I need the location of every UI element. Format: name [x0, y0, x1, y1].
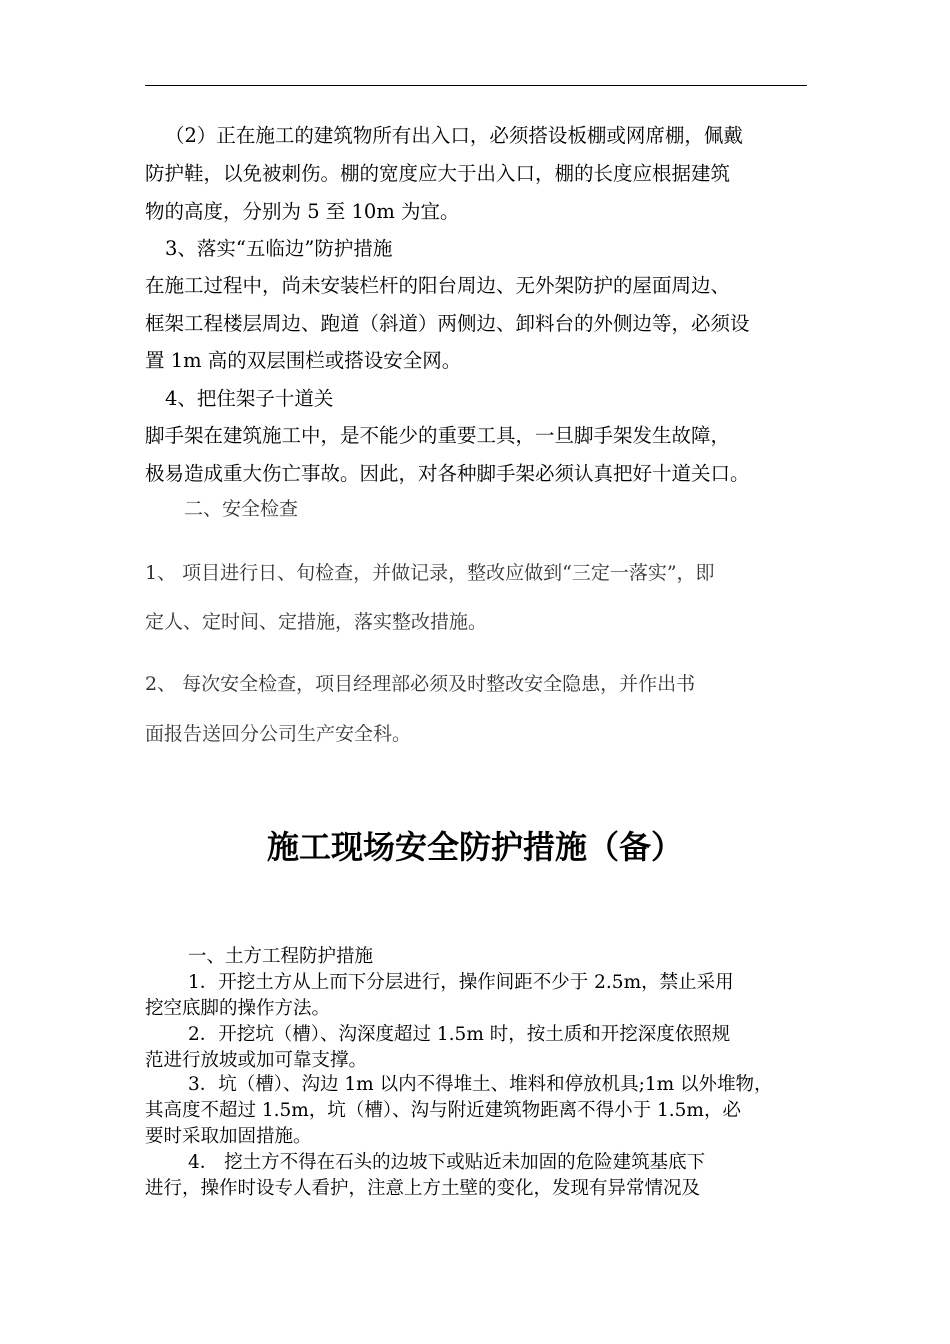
paragraph-line: 3．坑（槽）、沟边 1m 以内不得堆土、堆料和停放机具;1m 以外堆物，: [188, 1074, 773, 1095]
paragraph-line: 挖空底脚的操作方法。: [145, 998, 331, 1019]
paragraph-line: 1、 项目进行日、旬检查，并做记录，整改应做到“三定一落实”，即: [145, 562, 715, 584]
subheading-scaffold: 4、把住架子十道关: [165, 387, 334, 410]
paragraph-line: 面报告送回分公司生产安全科。: [145, 723, 412, 745]
section-heading-safety-check: 二、安全检查: [184, 498, 299, 520]
paragraph-line: 2．开挖坑（槽）、沟深度超过 1.5m 时，按土质和开挖深度依照规: [188, 1024, 731, 1045]
paragraph-line: 进行，操作时设专人看护，注意上方土壁的变化，发现有异常情况及: [145, 1178, 701, 1199]
page-title: 施工现场安全防护措施（备）: [266, 828, 683, 866]
paragraph-line: 框架工程楼层周边、跑道（斜道）两侧边、卸料台的外侧边等，必须设: [145, 312, 750, 335]
header-rule: [145, 85, 807, 86]
paragraph-line: （2）正在施工的建筑物所有出入口，必须搭设板棚或网席棚，佩戴: [165, 124, 743, 147]
paragraph-line: 定人、定时间、定措施，落实整改措施。: [145, 611, 488, 633]
paragraph-line: 4． 挖土方不得在石头的边坡下或贴近未加固的危险建筑基底下: [188, 1152, 706, 1173]
paragraph-line: 极易造成重大伤亡事故。因此，对各种脚手架必须认真把好十道关口。: [145, 462, 750, 485]
paragraph-line: 范进行放坡或加可靠支撑。: [145, 1050, 368, 1071]
paragraph-line: 脚手架在建筑施工中，是不能少的重要工具，一旦脚手架发生故障，: [145, 424, 731, 447]
paragraph-line: 2、 每次安全检查，项目经理部必须及时整改安全隐患，并作出书: [145, 673, 696, 695]
paragraph-line: 置 1m 高的双层围栏或搭设安全网。: [145, 349, 462, 372]
paragraph-line: 物的高度，分别为 5 至 10m 为宜。: [145, 200, 460, 223]
section-heading-earthwork: 一、土方工程防护措施: [188, 946, 374, 967]
paragraph-line: 防护鞋，以免被刺伤。棚的宽度应大于出入口，棚的长度应根据建筑: [145, 162, 731, 185]
paragraph-line: 在施工过程中，尚未安装栏杆的阳台周边、无外架防护的屋面周边、: [145, 274, 731, 297]
paragraph-line: 其高度不超过 1.5m，坑（槽）、沟与附近建筑物距离不得小于 1.5m，必: [145, 1100, 741, 1121]
paragraph-line: 1．开挖土方从上而下分层进行，操作间距不少于 2.5m，禁止采用: [188, 972, 734, 993]
paragraph-line: 要时采取加固措施。: [145, 1126, 312, 1147]
subheading-five-edges: 3、落实“五临边”防护措施: [165, 237, 393, 260]
